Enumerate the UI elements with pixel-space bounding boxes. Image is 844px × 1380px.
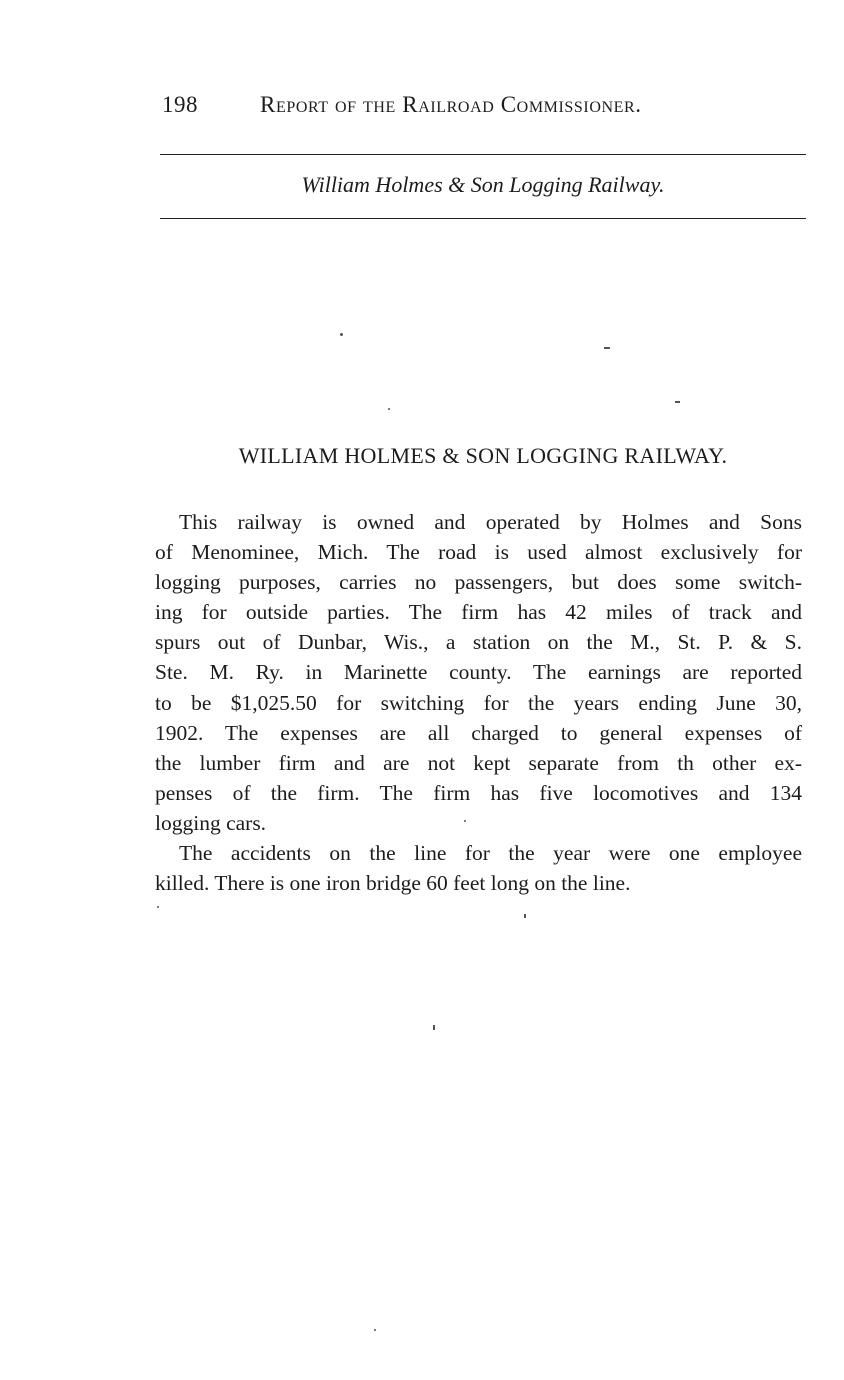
- paragraph-1-line: the lumber firm and are not kept separate from th other ex-: [155, 750, 802, 775]
- paragraph-1-line: penses of the firm. The firm has five locomotives and 134: [155, 780, 802, 805]
- scan-speck: [374, 1329, 376, 1331]
- article-body: [155, 507, 802, 898]
- paragraph-2-line: killed. There is one iron bridge 60 feet long on the line.: [155, 871, 631, 896]
- header-rule-bottom: [160, 218, 806, 219]
- scan-speck: [464, 820, 466, 822]
- scan-speck: [157, 906, 159, 908]
- paragraph-1-line: logging purposes, carries no passengers, but does some switch-: [155, 570, 802, 595]
- section-subtitle: William Holmes & Son Logging Railway.: [301, 172, 665, 197]
- running-head: Report of the Railroad Commissioner.: [260, 92, 642, 117]
- scan-speck: [604, 347, 610, 349]
- article-title: WILLIAM HOLMES & SON LOGGING RAILWAY.: [238, 443, 728, 468]
- paragraph-1-line: spurs out of Dunbar, Wis., a station on the M., St. P. & S.: [155, 630, 802, 655]
- scan-speck: [675, 401, 680, 403]
- page-number: 198: [162, 92, 198, 117]
- paragraph-1-line: ing for outside parties. The firm has 42 miles of track and: [155, 600, 802, 625]
- paragraph-1-line: This railway is owned and operated by Holmes and Sons: [179, 510, 802, 534]
- paragraph-1-line: 1902. The expenses are all charged to general expenses of: [155, 720, 802, 745]
- paragraph-1-line: logging cars.: [155, 810, 267, 835]
- paragraph-1-line: of Menominee, Mich. The road is used almost exclusively for: [155, 540, 802, 565]
- scan-speck: [340, 333, 343, 336]
- header-rule-top: [160, 154, 806, 155]
- paragraph-2-line: The accidents on the line for the year were one employee: [179, 841, 802, 866]
- scan-speck: [388, 408, 390, 410]
- paragraph-1-line: Ste. M. Ry. in Marinette county. The earnings are reported: [155, 660, 802, 685]
- scan-speck: [433, 1025, 435, 1030]
- paragraph-1-line: to be $1,025.50 for switching for the years ending June 30,: [155, 690, 802, 715]
- scan-speck: [524, 914, 526, 918]
